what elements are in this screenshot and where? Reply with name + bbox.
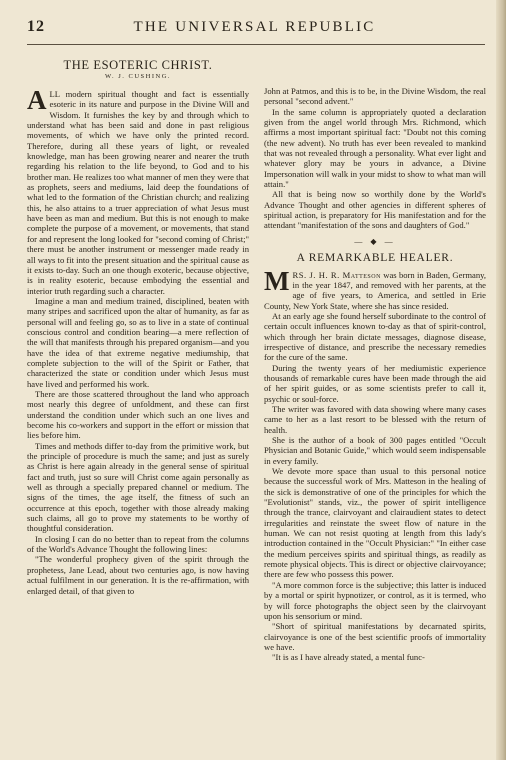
right-column [264,86,486,663]
article2-paragraph: The writer was favored with data showing where many cases came to her as a last resort to be blessed with the return of health. [264,403,486,435]
article2-dropcap: M [264,265,290,296]
article2-opening-paragraph [264,265,486,311]
header-rule [27,44,485,45]
article-byline: W. J. CUSHING. [104,73,172,80]
article1-opening-text: LL modern spiritual thought and fact is essentially esoteric in its nature and purpose in the Divine Will and Wisdom. It furnishes the key by and through which to understand what has been said and done in past religious movements, of which we have only the printed record. Therefore, during all these years of light, or revealed knowledge, man has been growing nearer and nearer the truth regarding his relation to the life beyond, to God and to his brother man. He realizes too what manner of men they were that as prophets, seers and mediums, laid deep the foundations of what led to the formation of the Christian church; and realizing this, he also attains to a truer appreciation of what Jesus must have been as man and medium. But this is not enough to make complete the purpose of a movement, or movements, that stand for and represent the long looked for "second coming of Christ;" there must be another instrument or messenger made ready in all ways to fit into the present situation and the spiritual cause as it exists to-day. Such an one though exoteric, because objective, is in reality esoteric, because embodying the essential and interior truth regarding such a character. [27,89,249,296]
page-number: 12 [27,18,45,35]
article2-paragraph: We devote more space than usual to this personal notice because the successful work of Mrs. Matteson in the healing of the sick is demonstrative of one of the principles for which the "Evolutionist" stands, viz., the power of spirit intelligence through the trance, clairvoyant and clairaudient states to detect irregularities and reinstate the sweet flow of nature in the human. We can not resist quoting at length from this lady's introduction contained in the "Occult Physician:" "In either case the medium perceives spirits and spiritual things, as readily as remote physical objects. This is direct or objective clairvoyance; there are few who possess this power. [264,466,486,580]
article2-paragraph: "Short of spiritual manifestations by decarnated spirits, clairvoyance is one of the best scientific proofs of immortality we have. [264,621,486,652]
article1-paragraph: There are those scattered throughout the land who approach most nearly this degree of unfoldment, and these can first understand the condition under which such an one lives and become his co-workers and support in the effort or mission that lies before him. [27,388,249,441]
article2-paragraph: At an early age she found herself subordinate to the control of certain occult influences known to-day as that of spirit-control, which through her brain dictate messages, diagnose disease, irrespective of distance, and prescribe the necessary remedies for the cure of the same. [264,310,486,363]
article-title-esoteric-christ: THE ESOTERIC CHRIST. [63,58,213,72]
article2-paragraph: She is the author of a book of 300 pages entitled "Occult Physician and Botanic Guide," which would seem indispensable in every family. [264,435,486,466]
article1-dropcap: A [27,85,47,115]
article2-opening-smallcaps: RS. J. H. R. Matteson [292,269,381,280]
article1-opening-paragraph [27,85,249,296]
article1-continued-paragraph: In the same column is appropriately quoted a declaration given from the angel world through Mrs. Richmond, which affirms a most important spiritual fact: "Doubt not this coming (the new advent). No truth has ever been revealed to mankind that was not revealed through a personality. What ever light and whatever glory may be yours in advance, a Divine Impersonation will walk in your midst to show to what man will attain." [264,106,486,190]
page-spine-shadow [496,0,506,760]
article-title-remarkable-healer: A REMARKABLE HEALER. [296,252,454,265]
article2-paragraph: "A more common force is the subjective; this latter is induced by a mortal or spirit hypnotizer, or control, as it is termed, who by will force photographs the object seen by the clairvoyant upon his sensorium or mind. [264,579,486,621]
section-divider: — ◆ — [354,236,396,246]
article2-paragraph: During the twenty years of her mediumistic experience thousands of remarkable cures have been made through the aid of her spirit guides, or as some scientists prefer to call it, psychic or soul-force. [264,362,486,404]
article2-paragraph: "It is as I have already stated, a mental func- [272,652,425,663]
journal-title: THE UNIVERSAL REPUBLIC [133,19,376,35]
article1-quote-paragraph: "The wonderful prophecy given of the spirit through the prophetess, Jane Lead, about two centuries ago, is now having actual fulfilment in our generation. It is the re-affirmation, with enlarged detail, of that given to [27,554,249,596]
article1-continued-paragraph: John at Patmos, and this is to be, in the Divine Wisdom, the real personal "second advent." [264,86,486,107]
left-column [27,85,249,596]
article1-paragraph: Times and methods differ to-day from the primitive work, but the principle of procedure is much the same; and just as surely as Christ is here again already in the general sense of spiritual fact and truth, just so sure will Christ come again personally as well as through a specially prepared channel or medium. The signs of the times, the age itself, the fitness of such an occurrence at this epoch, together with those already making such claims, all go to prove my statements to be worthy of thoughtful consideration. [27,440,249,534]
page-header [27,18,482,40]
article1-continued-paragraph: All that is being now so worthily done by the World's Advance Thought and other agencies in different spheres of spiritual action, is preparatory for His manifestation and for the attendant "manifestation of the sons and daughters of God." [264,189,486,231]
article1-paragraph: Imagine a man and medium trained, disciplined, beaten with many stripes and sacrificed upon the altar of humanity, as far as personal will and feeling go, so as to live in a state of continual conscious control and condition bearing—a mere reflection of the will that manifests through his prepared organism—and you have the idea of that extreme negative mediumship, that complete subjection to the will of the Spirit or Father, that characterized the state or condition under which Jesus must have lived and performed his work. [27,295,249,389]
article1-paragraph: In closing I can do no better than to repeat from the columns of the World's Advance Thought the following lines: [27,533,249,555]
article2-opening-text: was born in Baden, Germany, in the year 1847, and removed with her parents, at the age of five years, to America, and settled in Erie County, New York State, where she has since resided. [264,269,486,311]
